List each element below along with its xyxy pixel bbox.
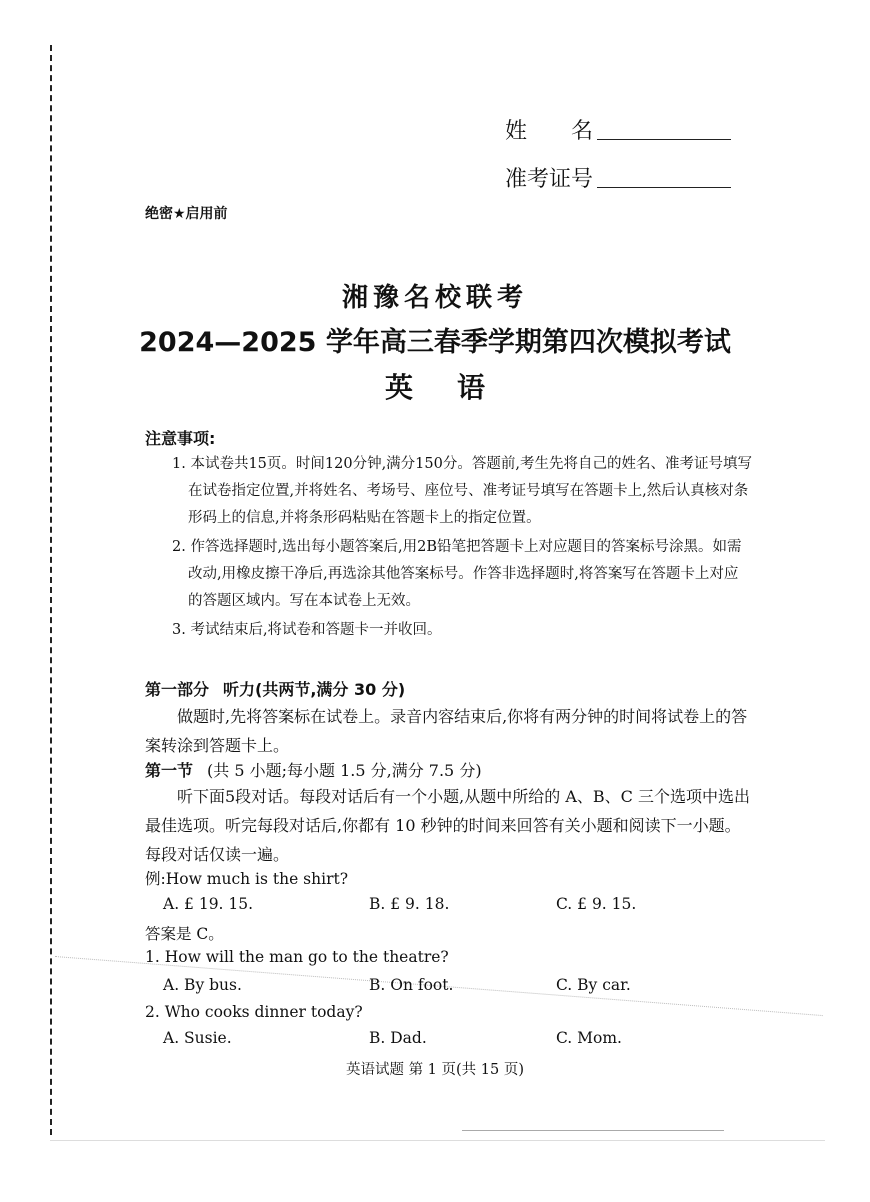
part1-instructions: 做题时,先将答案标在试卷上。录音内容结束后,你将有两分钟的时间将试卷上的答案转涂到答题卡上。 bbox=[145, 707, 748, 755]
subject-title: 英语 bbox=[384, 371, 529, 404]
notice-item-1-text: 1. 本试卷共15页。时间120分钟,满分150分。答题前,考生先将自己的姓名、准考证号填写在试卷指定位置,并将姓名、考场号、座位号、准考证号填写在答题卡上,然后认真核对条形码上的信息,并将条形码粘贴在答题卡上的指定位置。 bbox=[172, 456, 752, 526]
example-option-a: A. £ 19. 15. bbox=[163, 895, 254, 913]
secret-mark: 绝密★启用前 bbox=[145, 206, 228, 222]
exam-title-line1: 湘豫名校联考 bbox=[341, 283, 528, 313]
exam-id-blank[interactable] bbox=[597, 167, 731, 188]
notice-item-3-text: 3. 考试结束后,将试卷和答题卡一并收回。 bbox=[172, 622, 442, 638]
notice-item-3 bbox=[172, 617, 752, 644]
example-question: 例:How much is the shirt? bbox=[145, 870, 349, 888]
example-option-c: C. £ 9. 15. bbox=[556, 895, 637, 913]
page-bottom-rule bbox=[50, 1140, 825, 1141]
name-label: 姓名 bbox=[505, 119, 638, 144]
name-blank[interactable] bbox=[597, 119, 731, 140]
example-answer: 答案是 C。 bbox=[145, 925, 224, 943]
binding-margin-line bbox=[50, 45, 52, 1135]
name-field bbox=[505, 114, 731, 145]
question-1-option-c: C. By car. bbox=[556, 976, 631, 994]
section1-instructions: 听下面5段对话。每段对话后有一个小题,从题中所给的 A、B、C 三个选项中选出最佳选项。听完每段对话后,你都有 10 秒钟的时间来回答有关小题和阅读下一小题。每段对话仅读一遍。 bbox=[145, 787, 750, 864]
question-2-option-b: B. Dad. bbox=[369, 1029, 427, 1047]
question-1-option-a: A. By bus. bbox=[163, 976, 242, 994]
question-1-option-b: B. On foot. bbox=[369, 976, 454, 994]
section1-title: (共 5 小题;每小题 1.5 分,满分 7.5 分) bbox=[207, 761, 482, 780]
exam-id-field bbox=[505, 162, 731, 193]
question-2: 2. Who cooks dinner today? bbox=[145, 1003, 363, 1021]
part1-label: 第一部分 bbox=[145, 680, 210, 699]
section1-heading bbox=[145, 756, 482, 785]
question-2-option-c: C. Mom. bbox=[556, 1029, 622, 1047]
exam-id-label: 准考证号 bbox=[505, 167, 594, 192]
part1-title: 听力(共两节,满分 30 分) bbox=[223, 680, 406, 699]
notice-item-2 bbox=[172, 534, 752, 615]
part1-heading bbox=[145, 675, 419, 704]
notice-item-2-text: 2. 作答选择题时,选出每小题答案后,用2B铅笔把答题卡上对应题目的答案标号涂黑。如需改动,用橡皮擦干净后,再选涂其他答案标号。作答非选择题时,将答案写在答题卡上对应的答题区域内。写在本试卷上无效。 bbox=[172, 539, 742, 609]
question-2-option-a: A. Susie. bbox=[163, 1029, 232, 1047]
example-option-b: B. £ 9. 18. bbox=[369, 895, 450, 913]
question-1: 1. How will the man go to the theatre? bbox=[145, 948, 449, 966]
exam-title-line2: 2024—2025 学年高三春季学期第四次模拟考试 bbox=[139, 327, 731, 358]
page-bottom-rule-short bbox=[462, 1130, 724, 1131]
page-footer: 英语试题 第 1 页(共 15 页) bbox=[345, 1062, 525, 1078]
section1-label: 第一节 bbox=[145, 761, 194, 780]
notice-heading: 注意事项: bbox=[145, 429, 216, 448]
notice-item-1 bbox=[172, 451, 752, 532]
